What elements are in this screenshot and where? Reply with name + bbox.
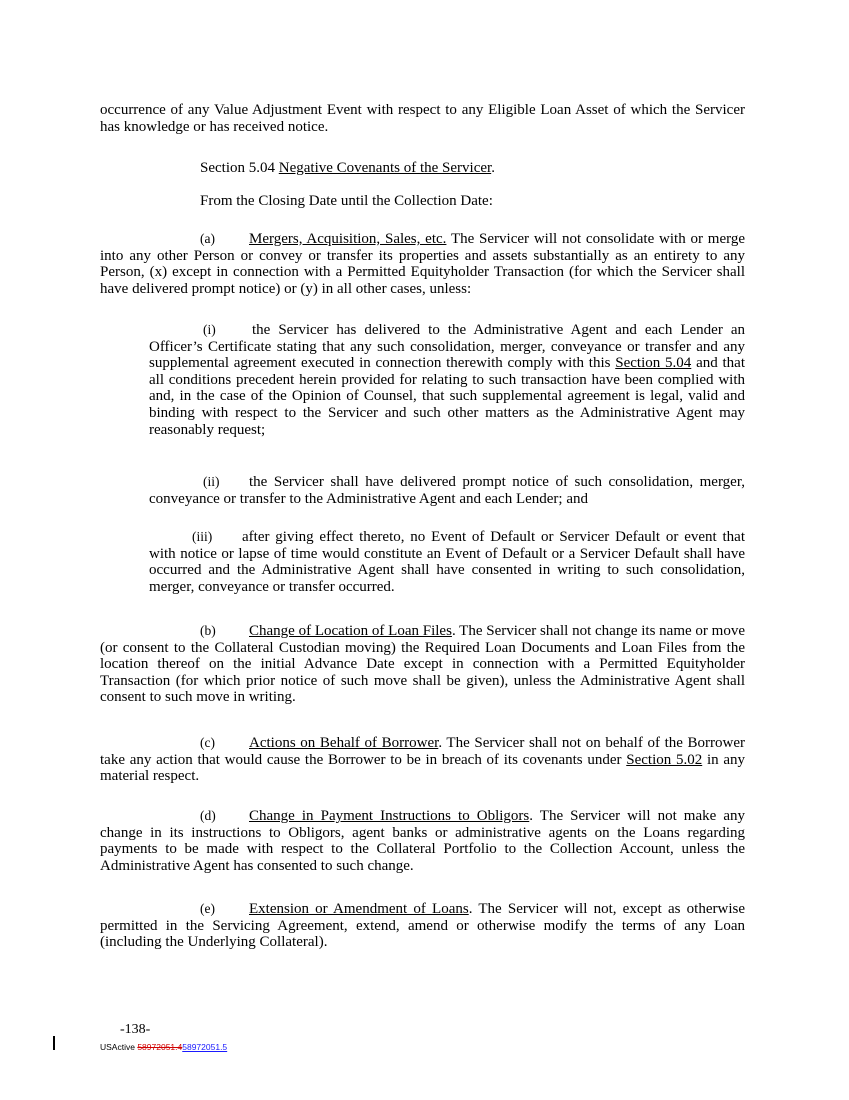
paragraph-b: (b) Change of Location of Loan Files. The Servicer shall not change its name or move (or consent to the Collateral Custodian moving) the Required Loan Documents and Loan Files from the location thereof on the initial Advance Date except in connection with a Permitted Equityholder Transaction (for which prior notice of such move shall be given), unless the Administrative Agent shall consent to such move in writing. bbox=[100, 623, 746, 706]
paragraph-c-tag: (c) bbox=[200, 735, 215, 750]
paragraph-a: (a) Mergers, Acquisition, Sales, etc. The Servicer will not consolidate with or merge into any other Person or convey or transfer its properties and assets substantially as an entirety to any Person, (x) except in connection with a Permitted Equityholder Transaction (for which the Servicer shall have delivered prompt notice) or (y) in all other cases, unless: bbox=[100, 231, 745, 297]
deleted-document-id: 58972051.4 bbox=[137, 1042, 183, 1052]
section-label: Section 5.04 bbox=[200, 160, 275, 176]
page-number: -138- bbox=[120, 1022, 151, 1037]
paragraph-a-i-tag: (i) bbox=[203, 322, 216, 337]
paragraph-e-heading: Extension or Amendment of Loans bbox=[249, 901, 469, 917]
section-5-02-reference: Section 5.02 bbox=[626, 751, 703, 768]
paragraph-b-heading: Change of Location of Loan Files bbox=[249, 623, 452, 639]
section-title: Negative Covenants of the Servicer bbox=[278, 160, 492, 176]
paragraph-a-heading: Mergers, Acquisition, Sales, etc. bbox=[249, 231, 447, 247]
document-id: USActive 58972051.458972051.5 bbox=[100, 1042, 228, 1052]
intro-continuation: occurrence of any Value Adjustment Event with respect to any Eligible Loan Asset of which the Servicer has knowledge or has received notice. bbox=[100, 102, 745, 135]
paragraph-a-ii: (ii) the Servicer shall have delivered prompt notice of such consolidation, merger, conveyance or transfer to the Administrative Agent and each Lender; and bbox=[149, 474, 745, 507]
paragraph-d: (d) Change in Payment Instructions to Obligors. The Servicer will not make any change in its instructions to Obligors, agent banks or administrative agents on the Loans regarding payments to be made with respect to the Collateral Portfolio to the Collection Account, unless the Administrative Agent has consented to such change. bbox=[100, 808, 745, 874]
paragraph-b-tag: (b) bbox=[200, 623, 216, 638]
section-preamble: From the Closing Date until the Collection Date: bbox=[200, 193, 493, 209]
paragraph-c: (c) Actions on Behalf of Borrower. The Servicer shall not on behalf of the Borrower take any action that would cause the Borrower to be in breach of its covenants under Section 5.02 in any material respect. bbox=[100, 735, 745, 785]
section-5-04-reference: Section 5.04 bbox=[615, 355, 692, 372]
paragraph-a-i: (i) the Servicer has delivered to the Administrative Agent and each Lender an Officer’s Certificate stating that any such consolidation, merger, conveyance or transfer and any supplemental agreement executed in connection therewith comply with this Section 5.04 and that all conditions precedent herein provided for relating to such transaction have been complied with and, in the case of the Opinion of Counsel, that such supplemental agreement is legal, valid and binding with respect to the Servicer and such other matters as the Administrative Agent may reasonably request; bbox=[149, 322, 745, 438]
paragraph-a-iii-tag: (iii) bbox=[192, 529, 213, 544]
paragraph-d-tag: (d) bbox=[200, 808, 216, 823]
paragraph-d-heading: Change in Payment Instructions to Obligors bbox=[249, 808, 530, 824]
paragraph-a-iii: (iii) after giving effect thereto, no Event of Default or Servicer Default or event that with notice or lapse of time would constitute an Event of Default or a Servicer Default shall have occurred and the Administrative Agent shall have consented in writing to such consolidation, merger, conveyance or transfer occurred. bbox=[149, 529, 745, 595]
paragraph-c-heading: Actions on Behalf of Borrower bbox=[249, 735, 439, 751]
paragraph-a-tag: (a) bbox=[200, 231, 215, 246]
section-heading: Section 5.04 Negative Covenants of the Servicer. bbox=[200, 160, 495, 176]
paragraph-e-tag: (e) bbox=[200, 901, 215, 916]
inserted-document-id: 58972051.5 bbox=[182, 1042, 228, 1052]
paragraph-a-ii-tag: (ii) bbox=[203, 474, 220, 489]
paragraph-e: (e) Extension or Amendment of Loans. The Servicer will not, except as otherwise permitted in the Servicing Agreement, extend, amend or otherwise modify the terms of any Loan (including the Underlying Collateral). bbox=[100, 901, 745, 951]
revision-change-bar bbox=[53, 1036, 55, 1050]
